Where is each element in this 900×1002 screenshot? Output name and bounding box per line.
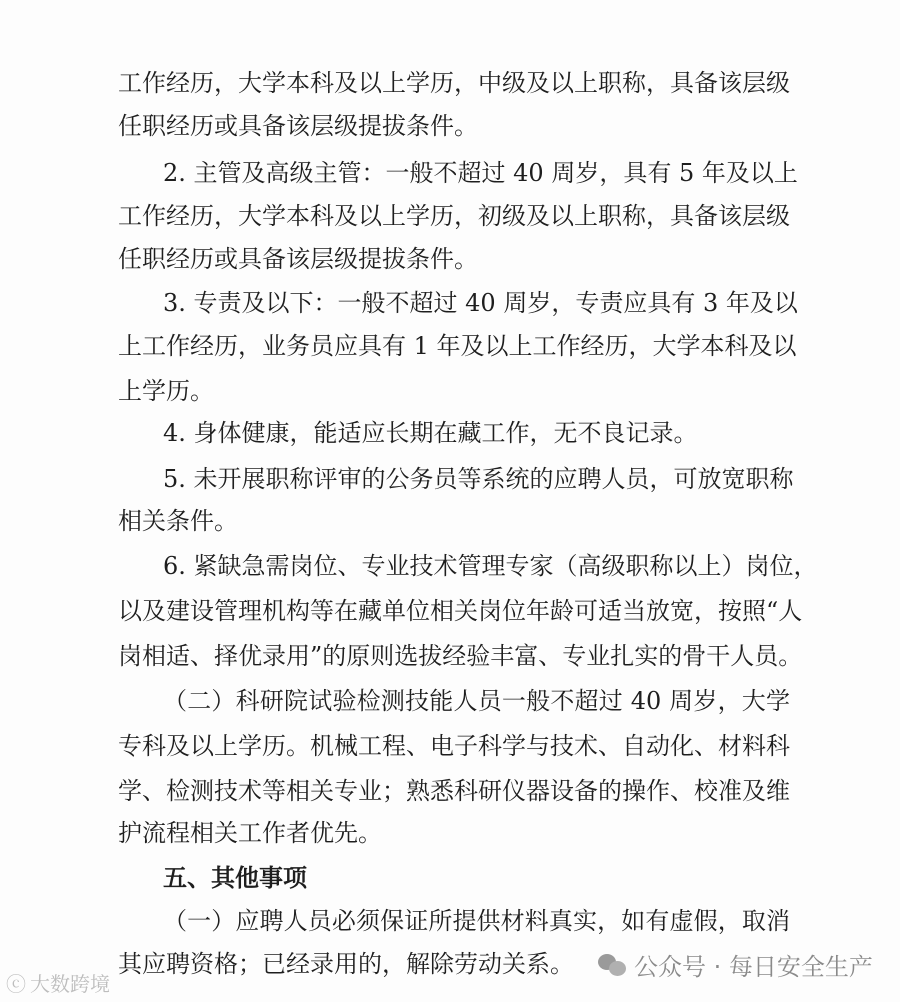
text-line: （一）应聘人员必须保证所提供材料真实，如有虚假，取消 <box>163 907 790 935</box>
brand-logo-icon: ⓒ <box>6 972 26 996</box>
text-line: 5. 未开展职称评审的公务员等系统的应聘人员，可放宽职称 <box>163 465 794 493</box>
text-line: 相关条件。 <box>118 507 238 535</box>
text-line: 工作经历，大学本科及以上学历，中级及以上职称，具备该层级 <box>118 69 790 97</box>
wechat-watermark <box>598 947 873 982</box>
text-line: 上学历。 <box>118 377 214 405</box>
text-line: （二）科研院试验检测技能人员一般不超过 40 周岁，大学 <box>163 687 790 715</box>
text-line: 学、检测技术等相关专业；熟悉科研仪器设备的操作、校准及维 <box>118 777 790 805</box>
text-line: 以及建设管理机构等在藏单位相关岗位年龄可适当放宽，按照“人 <box>118 597 803 625</box>
wechat-icon <box>598 952 628 978</box>
brand-watermark-label: 大数跨境 <box>30 972 110 996</box>
text-line: 其应聘资格；已经录用的，解除劳动关系。 <box>118 950 574 978</box>
text-line: 任职经历或具备该层级提拔条件。 <box>118 112 478 140</box>
text-line: 4. 身体健康，能适应长期在藏工作，无不良记录。 <box>163 419 698 447</box>
text-line: 任职经历或具备该层级提拔条件。 <box>118 245 478 273</box>
brand-watermark <box>6 968 110 997</box>
text-line: 工作经历，大学本科及以上学历，初级及以上职称，具备该层级 <box>118 202 790 230</box>
text-line: 岗相适、择优录用”的原则选拔经验丰富、专业扎实的骨干人员。 <box>118 642 803 670</box>
watermark-label: 公众号 · 每日安全生产 <box>634 953 873 981</box>
text-line: 上工作经历，业务员应具有 1 年及以上工作经历，大学本科及以 <box>118 332 797 360</box>
text-line: 专科及以上学历。机械工程、电子科学与技术、自动化、材料科 <box>118 732 790 760</box>
text-line: 3. 专责及以下：一般不超过 40 周岁，专责应具有 3 年及以 <box>163 289 798 317</box>
text-line: 2. 主管及高级主管：一般不超过 40 周岁，具有 5 年及以上 <box>163 159 798 187</box>
section-heading: 五、其他事项 <box>163 863 307 892</box>
text-line: 6. 紧缺急需岗位、专业技术管理专家（高级职称以上）岗位， <box>163 552 818 580</box>
text-line: 护流程相关工作者优先。 <box>118 819 382 847</box>
